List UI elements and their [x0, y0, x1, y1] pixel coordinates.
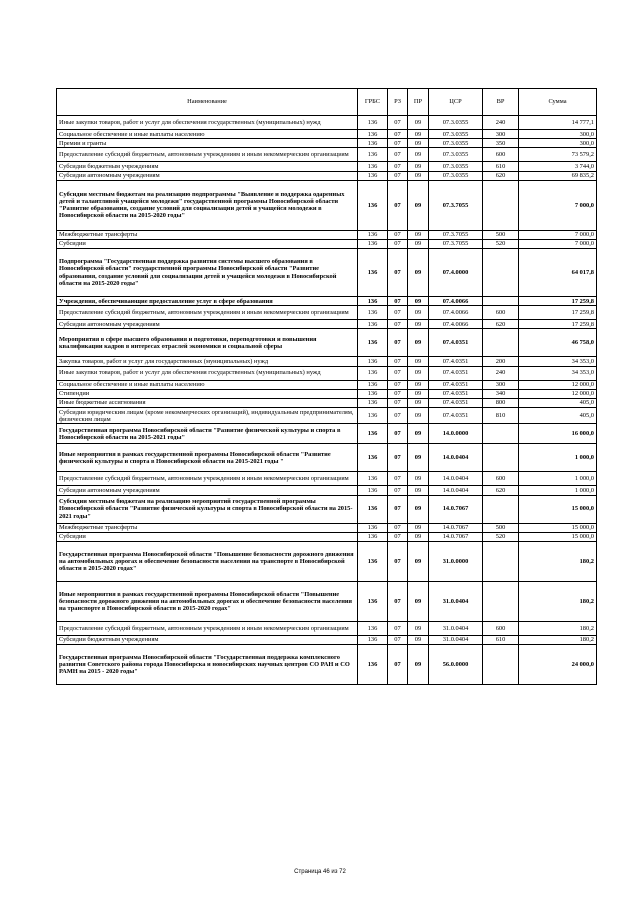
- page-number: Страница 46 из 72: [294, 869, 346, 875]
- row-grbs-cell: 136: [358, 116, 388, 130]
- row-amount-cell: 7 000,0: [519, 239, 597, 248]
- table-row: [57, 148, 597, 162]
- row-name-cell: Иные бюджетные ассигнования: [57, 398, 358, 407]
- row-csr-cell: 07.3.0355: [429, 116, 483, 130]
- row-pr-cell: 09: [408, 239, 429, 248]
- row-grbs-cell: 136: [358, 171, 388, 180]
- row-csr-cell: 07.4.0351: [429, 398, 483, 407]
- row-pr-cell: 09: [408, 380, 429, 389]
- row-csr-cell: 31.0.0404: [429, 581, 483, 621]
- row-grbs-cell: 136: [358, 180, 388, 230]
- row-amount-cell: 180,2: [519, 621, 597, 635]
- row-csr-cell: 31.0.0000: [429, 541, 483, 581]
- row-grbs-cell: 136: [358, 297, 388, 306]
- row-grbs-cell: 136: [358, 389, 388, 398]
- row-name-cell: Предоставление субсидий бюджетным, автономным учреждениям и иным некоммерческим организациям: [57, 148, 358, 162]
- row-vr-cell: 300: [483, 380, 519, 389]
- row-rz-cell: 07: [388, 523, 408, 532]
- col-header-grbs: ГРБС: [358, 89, 388, 116]
- row-csr-cell: 07.3.0355: [429, 162, 483, 171]
- row-rz-cell: 07: [388, 532, 408, 541]
- row-vr-cell: 600: [483, 472, 519, 486]
- row-name-cell: Учреждения, обеспечивающие предоставление услуг в сфере образования: [57, 297, 358, 306]
- table-row: [57, 116, 597, 130]
- row-pr-cell: 09: [408, 366, 429, 380]
- col-header-name: Наименование: [57, 89, 358, 116]
- row-csr-cell: 07.3.7055: [429, 230, 483, 239]
- col-header-pr: ПР: [408, 89, 429, 116]
- row-csr-cell: 07.3.7055: [429, 180, 483, 230]
- table-row: [57, 541, 597, 581]
- row-rz-cell: 07: [388, 357, 408, 366]
- row-vr-cell: [483, 424, 519, 444]
- row-pr-cell: 09: [408, 116, 429, 130]
- row-amount-cell: 12 000,0: [519, 389, 597, 398]
- row-pr-cell: 09: [408, 408, 429, 424]
- row-pr-cell: 09: [408, 297, 429, 306]
- row-name-cell: Субсидии бюджетным учреждениям: [57, 635, 358, 644]
- row-amount-cell: 1 000,0: [519, 486, 597, 495]
- table-row: [57, 249, 597, 297]
- row-name-cell: Иные мероприятия в рамках государственной программы Новосибирской области "Развитие физической культуры и спорта в Новосибирской области на 2015-2021 годы ": [57, 444, 358, 472]
- row-vr-cell: 620: [483, 320, 519, 329]
- row-name-cell: Предоставление субсидий бюджетным, автономным учреждениям и иным некоммерческим организациям: [57, 472, 358, 486]
- table-row: [57, 424, 597, 444]
- table-row: [57, 139, 597, 148]
- row-amount-cell: 46 758,0: [519, 329, 597, 357]
- row-grbs-cell: 136: [358, 139, 388, 148]
- row-amount-cell: 300,0: [519, 139, 597, 148]
- row-name-cell: Субсидии: [57, 532, 358, 541]
- row-vr-cell: 240: [483, 366, 519, 380]
- col-header-amount: Сумма: [519, 89, 597, 116]
- row-amount-cell: 12 000,0: [519, 380, 597, 389]
- row-csr-cell: 14.0.7067: [429, 523, 483, 532]
- row-name-cell: Мероприятия в сфере высшего образования и подготовки, переподготовки и повышения квалификации кадров в интересах отраслей экономики и социальной сферы: [57, 329, 358, 357]
- row-pr-cell: 09: [408, 389, 429, 398]
- row-rz-cell: 07: [388, 581, 408, 621]
- row-vr-cell: [483, 645, 519, 685]
- row-grbs-cell: 136: [358, 472, 388, 486]
- row-name-cell: Закупка товаров, работ и услуг для государственных (муниципальных) нужд: [57, 357, 358, 366]
- row-pr-cell: 09: [408, 249, 429, 297]
- row-csr-cell: 56.0.0000: [429, 645, 483, 685]
- row-pr-cell: 09: [408, 320, 429, 329]
- row-grbs-cell: 136: [358, 486, 388, 495]
- row-rz-cell: 07: [388, 249, 408, 297]
- col-header-vr: ВР: [483, 89, 519, 116]
- row-rz-cell: 07: [388, 486, 408, 495]
- row-pr-cell: 09: [408, 357, 429, 366]
- row-vr-cell: [483, 180, 519, 230]
- row-pr-cell: 09: [408, 162, 429, 171]
- row-vr-cell: 350: [483, 139, 519, 148]
- row-amount-cell: 15 000,0: [519, 495, 597, 523]
- row-grbs-cell: 136: [358, 380, 388, 389]
- row-name-cell: Субсидии местным бюджетам на реализацию подпрограммы "Выявление и поддержка одаренных детей и талантливой учащейся молодежи" государственной программы Новосибирской области "Развитие образования, создание условий для социализации детей и учащейся молодежи в Новосибирской области на 2015-2020 годы": [57, 180, 358, 230]
- table-row: [57, 230, 597, 239]
- row-rz-cell: 07: [388, 306, 408, 320]
- row-rz-cell: 07: [388, 424, 408, 444]
- row-grbs-cell: 136: [358, 532, 388, 541]
- row-name-cell: Социальное обеспечение и иные выплаты населению: [57, 130, 358, 139]
- row-csr-cell: 07.4.0351: [429, 366, 483, 380]
- row-grbs-cell: 136: [358, 635, 388, 644]
- table-row: [57, 495, 597, 523]
- table-row: [57, 357, 597, 366]
- row-vr-cell: [483, 329, 519, 357]
- row-pr-cell: 09: [408, 495, 429, 523]
- table-row: [57, 581, 597, 621]
- col-header-csr: ЦСР: [429, 89, 483, 116]
- row-grbs-cell: 136: [358, 444, 388, 472]
- row-csr-cell: 07.3.0355: [429, 130, 483, 139]
- row-vr-cell: 610: [483, 635, 519, 644]
- row-pr-cell: 09: [408, 621, 429, 635]
- row-name-cell: Субсидии местным бюджетам на реализацию мероприятий государственной программы Новосибирской области "Развитие физической культуры и спорта в Новосибирской области на 2015-2021 годы": [57, 495, 358, 523]
- table-row: [57, 297, 597, 306]
- row-vr-cell: 300: [483, 130, 519, 139]
- table-row: [57, 380, 597, 389]
- row-amount-cell: 1 000,0: [519, 444, 597, 472]
- table-row: [57, 180, 597, 230]
- row-pr-cell: 09: [408, 486, 429, 495]
- row-amount-cell: 15 000,0: [519, 532, 597, 541]
- row-pr-cell: 09: [408, 130, 429, 139]
- row-pr-cell: 09: [408, 171, 429, 180]
- row-rz-cell: 07: [388, 408, 408, 424]
- row-vr-cell: 600: [483, 148, 519, 162]
- table-row: [57, 366, 597, 380]
- row-grbs-cell: 136: [358, 366, 388, 380]
- row-rz-cell: 07: [388, 230, 408, 239]
- row-name-cell: Иные мероприятия в рамках государственной программы Новосибирской области "Повышение безопасности дорожного движения на автомобильных дорогах и обеспечение безопасности населения на транспорте в Новосибирской области в 2015-2020 годах": [57, 581, 358, 621]
- table-body: [57, 116, 597, 685]
- row-name-cell: Государственная программа Новосибирской области "Развитие физической культуры и спорта в Новосибирской области на 2015-2021 годы": [57, 424, 358, 444]
- row-vr-cell: 620: [483, 171, 519, 180]
- row-vr-cell: 620: [483, 486, 519, 495]
- col-header-rz: РЗ: [388, 89, 408, 116]
- row-name-cell: Подпрограмма "Государственная поддержка развития системы высшего образования в Новосибирской области" государственной программы Новосибирской области "Развитие образования, создание условий для социализации детей и учащейся молодежи в Новосибирской области на 2015-2020 годы": [57, 249, 358, 297]
- row-grbs-cell: 136: [358, 320, 388, 329]
- row-amount-cell: 3 744,0: [519, 162, 597, 171]
- row-vr-cell: 200: [483, 357, 519, 366]
- row-csr-cell: 07.3.0355: [429, 171, 483, 180]
- header-row: [57, 89, 597, 116]
- row-amount-cell: 300,0: [519, 130, 597, 139]
- row-name-cell: Государственная программа Новосибирской области "Повышение безопасности дорожного движения на автомобильных дорогах и обеспечение безопасности населения на транспорте в Новосибирской области в 2015-2020 годах": [57, 541, 358, 581]
- table-row: [57, 532, 597, 541]
- row-name-cell: Межбюджетные трансферты: [57, 230, 358, 239]
- row-name-cell: Субсидии автономным учреждениям: [57, 320, 358, 329]
- row-vr-cell: 810: [483, 408, 519, 424]
- row-vr-cell: 600: [483, 621, 519, 635]
- row-pr-cell: 09: [408, 424, 429, 444]
- row-name-cell: Социальное обеспечение и иные выплаты населению: [57, 380, 358, 389]
- row-csr-cell: 07.4.0351: [429, 408, 483, 424]
- row-rz-cell: 07: [388, 635, 408, 644]
- row-rz-cell: 07: [388, 180, 408, 230]
- row-pr-cell: 09: [408, 139, 429, 148]
- row-csr-cell: 14.0.0404: [429, 472, 483, 486]
- row-rz-cell: 07: [388, 116, 408, 130]
- row-csr-cell: 31.0.0404: [429, 621, 483, 635]
- row-pr-cell: 09: [408, 329, 429, 357]
- row-vr-cell: 800: [483, 398, 519, 407]
- row-csr-cell: 07.4.0066: [429, 320, 483, 329]
- row-rz-cell: 07: [388, 541, 408, 581]
- row-amount-cell: 180,2: [519, 635, 597, 644]
- table-row: [57, 329, 597, 357]
- row-rz-cell: 07: [388, 389, 408, 398]
- row-amount-cell: 73 579,2: [519, 148, 597, 162]
- row-pr-cell: 09: [408, 180, 429, 230]
- row-vr-cell: [483, 495, 519, 523]
- table-row: [57, 408, 597, 424]
- row-amount-cell: 7 000,0: [519, 230, 597, 239]
- table-row: [57, 389, 597, 398]
- table-row: [57, 171, 597, 180]
- table-row: [57, 162, 597, 171]
- row-csr-cell: 31.0.0404: [429, 635, 483, 644]
- row-amount-cell: 17 259,8: [519, 320, 597, 329]
- table-row: [57, 444, 597, 472]
- row-csr-cell: 07.4.0351: [429, 389, 483, 398]
- table-row: [57, 523, 597, 532]
- row-pr-cell: 09: [408, 148, 429, 162]
- row-vr-cell: 500: [483, 523, 519, 532]
- row-vr-cell: [483, 581, 519, 621]
- row-amount-cell: 180,2: [519, 541, 597, 581]
- row-name-cell: Субсидии автономным учреждениям: [57, 486, 358, 495]
- row-name-cell: Премии и гранты: [57, 139, 358, 148]
- row-pr-cell: 09: [408, 230, 429, 239]
- row-csr-cell: 14.0.0000: [429, 424, 483, 444]
- row-csr-cell: 07.3.0355: [429, 148, 483, 162]
- row-csr-cell: 07.3.0355: [429, 139, 483, 148]
- row-rz-cell: 07: [388, 329, 408, 357]
- row-grbs-cell: 136: [358, 398, 388, 407]
- row-pr-cell: 09: [408, 444, 429, 472]
- row-rz-cell: 07: [388, 139, 408, 148]
- row-grbs-cell: 136: [358, 162, 388, 171]
- row-vr-cell: [483, 444, 519, 472]
- row-grbs-cell: 136: [358, 249, 388, 297]
- row-name-cell: Субсидии бюджетным учреждениям: [57, 162, 358, 171]
- row-grbs-cell: 136: [358, 148, 388, 162]
- row-grbs-cell: 136: [358, 230, 388, 239]
- row-vr-cell: 520: [483, 532, 519, 541]
- row-csr-cell: 14.0.0404: [429, 444, 483, 472]
- row-vr-cell: 340: [483, 389, 519, 398]
- row-csr-cell: 07.4.0066: [429, 297, 483, 306]
- row-rz-cell: 07: [388, 645, 408, 685]
- table-row: [57, 130, 597, 139]
- row-vr-cell: [483, 541, 519, 581]
- table-row: [57, 635, 597, 644]
- row-rz-cell: 07: [388, 162, 408, 171]
- row-pr-cell: 09: [408, 541, 429, 581]
- row-amount-cell: 17 259,8: [519, 297, 597, 306]
- budget-table: [56, 88, 597, 685]
- row-rz-cell: 07: [388, 239, 408, 248]
- row-vr-cell: 520: [483, 239, 519, 248]
- row-rz-cell: 07: [388, 171, 408, 180]
- row-grbs-cell: 136: [358, 621, 388, 635]
- row-amount-cell: 1 000,0: [519, 472, 597, 486]
- row-pr-cell: 09: [408, 523, 429, 532]
- row-csr-cell: 14.0.0404: [429, 486, 483, 495]
- row-name-cell: Государственная программа Новосибирской области "Государственная поддержка комплексного развития Советского района города Новосибирска и новосибирских научных центров СО РАН и СО РАМН на 2015 - 2020 годы": [57, 645, 358, 685]
- row-grbs-cell: 136: [358, 495, 388, 523]
- row-vr-cell: 240: [483, 116, 519, 130]
- row-csr-cell: 07.4.0351: [429, 380, 483, 389]
- row-pr-cell: 09: [408, 472, 429, 486]
- row-rz-cell: 07: [388, 472, 408, 486]
- row-name-cell: Стипендии: [57, 389, 358, 398]
- table-row: [57, 306, 597, 320]
- row-csr-cell: 14.0.7067: [429, 532, 483, 541]
- row-pr-cell: 09: [408, 306, 429, 320]
- row-rz-cell: 07: [388, 398, 408, 407]
- row-grbs-cell: 136: [358, 357, 388, 366]
- table-row: [57, 320, 597, 329]
- row-rz-cell: 07: [388, 130, 408, 139]
- row-grbs-cell: 136: [358, 424, 388, 444]
- row-grbs-cell: 136: [358, 329, 388, 357]
- row-name-cell: Субсидии юридическим лицам (кроме некоммерческих организаций), индивидуальным предпринимателям, физическим лицам: [57, 408, 358, 424]
- row-grbs-cell: 136: [358, 581, 388, 621]
- table-row: [57, 398, 597, 407]
- row-grbs-cell: 136: [358, 306, 388, 320]
- row-amount-cell: 405,0: [519, 398, 597, 407]
- table-row: [57, 486, 597, 495]
- row-grbs-cell: 136: [358, 645, 388, 685]
- row-rz-cell: 07: [388, 380, 408, 389]
- row-csr-cell: 07.4.0351: [429, 357, 483, 366]
- row-grbs-cell: 136: [358, 239, 388, 248]
- row-rz-cell: 07: [388, 297, 408, 306]
- row-rz-cell: 07: [388, 495, 408, 523]
- row-pr-cell: 09: [408, 581, 429, 621]
- row-grbs-cell: 136: [358, 408, 388, 424]
- table-row: [57, 645, 597, 685]
- row-rz-cell: 07: [388, 444, 408, 472]
- row-rz-cell: 07: [388, 621, 408, 635]
- row-amount-cell: 64 017,8: [519, 249, 597, 297]
- row-amount-cell: 7 000,0: [519, 180, 597, 230]
- row-name-cell: Предоставление субсидий бюджетным, автономным учреждениям и иным некоммерческим организациям: [57, 621, 358, 635]
- table-row: [57, 239, 597, 248]
- row-amount-cell: 15 000,0: [519, 523, 597, 532]
- row-name-cell: Иные закупки товаров, работ и услуг для обеспечения государственных (муниципальных) нужд: [57, 366, 358, 380]
- row-csr-cell: 07.4.0351: [429, 329, 483, 357]
- row-rz-cell: 07: [388, 320, 408, 329]
- row-amount-cell: 14 777,1: [519, 116, 597, 130]
- row-amount-cell: 34 353,0: [519, 357, 597, 366]
- row-amount-cell: 69 835,2: [519, 171, 597, 180]
- row-csr-cell: 07.4.0066: [429, 306, 483, 320]
- row-grbs-cell: 136: [358, 523, 388, 532]
- row-name-cell: Субсидии автономным учреждениям: [57, 171, 358, 180]
- row-name-cell: Межбюджетные трансферты: [57, 523, 358, 532]
- row-vr-cell: 610: [483, 162, 519, 171]
- table-row: [57, 621, 597, 635]
- row-grbs-cell: 136: [358, 541, 388, 581]
- row-pr-cell: 09: [408, 635, 429, 644]
- row-csr-cell: 07.4.0000: [429, 249, 483, 297]
- row-csr-cell: 07.3.7055: [429, 239, 483, 248]
- row-name-cell: Иные закупки товаров, работ и услуг для обеспечения государственных (муниципальных) нужд: [57, 116, 358, 130]
- row-name-cell: Субсидии: [57, 239, 358, 248]
- row-amount-cell: 24 000,0: [519, 645, 597, 685]
- row-pr-cell: 09: [408, 645, 429, 685]
- row-vr-cell: 500: [483, 230, 519, 239]
- row-pr-cell: 09: [408, 532, 429, 541]
- row-amount-cell: 17 259,8: [519, 306, 597, 320]
- row-pr-cell: 09: [408, 398, 429, 407]
- row-vr-cell: [483, 249, 519, 297]
- table-row: [57, 472, 597, 486]
- row-vr-cell: 600: [483, 306, 519, 320]
- row-amount-cell: 180,2: [519, 581, 597, 621]
- row-amount-cell: 405,0: [519, 408, 597, 424]
- row-vr-cell: [483, 297, 519, 306]
- row-name-cell: Предоставление субсидий бюджетным, автономным учреждениям и иным некоммерческим организациям: [57, 306, 358, 320]
- row-csr-cell: 14.0.7067: [429, 495, 483, 523]
- row-amount-cell: 34 353,0: [519, 366, 597, 380]
- row-rz-cell: 07: [388, 148, 408, 162]
- row-amount-cell: 16 000,0: [519, 424, 597, 444]
- row-grbs-cell: 136: [358, 130, 388, 139]
- row-rz-cell: 07: [388, 366, 408, 380]
